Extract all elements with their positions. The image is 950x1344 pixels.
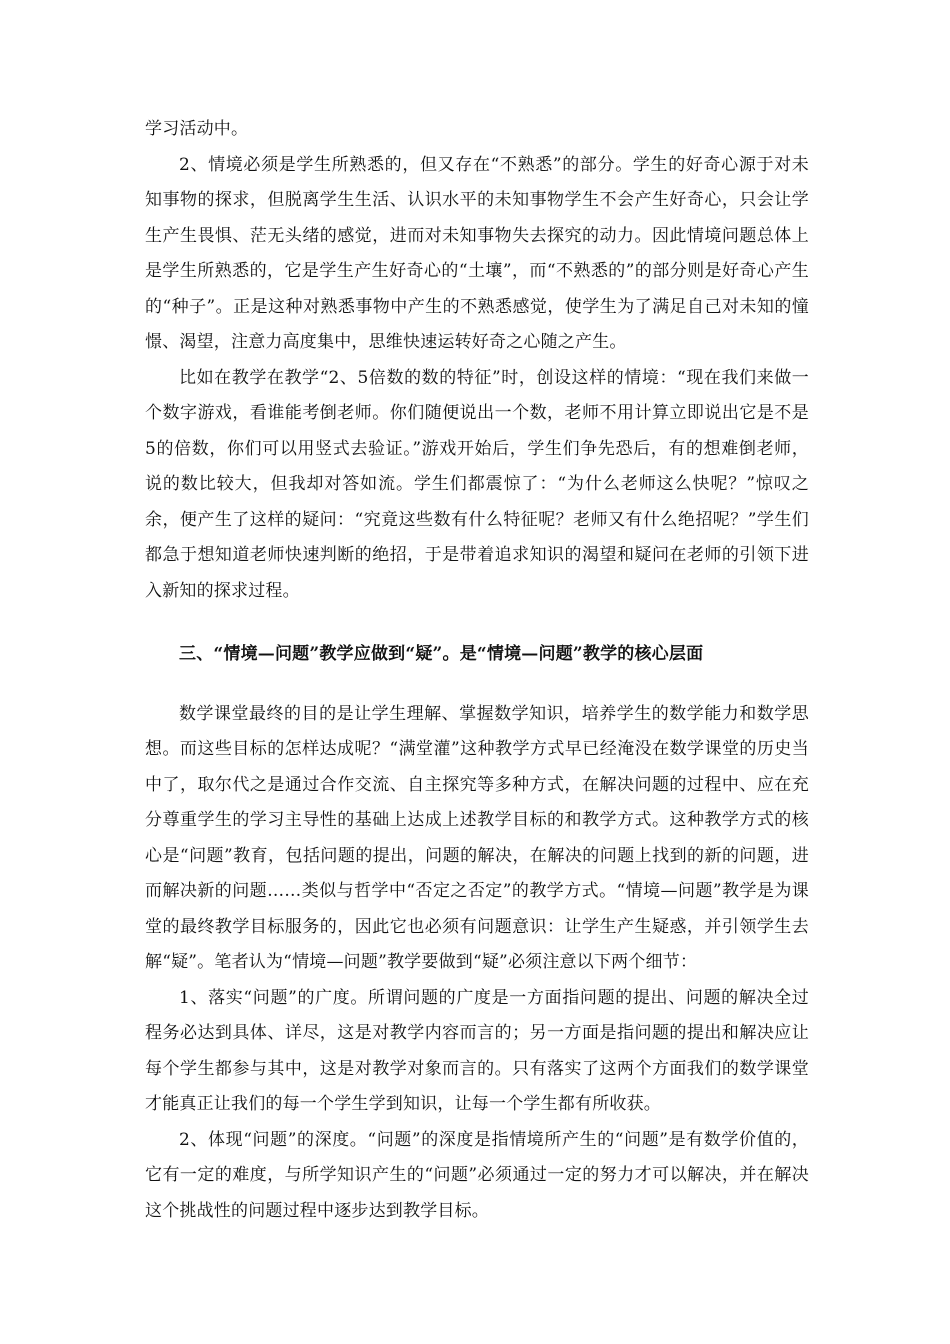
document-page <box>145 112 809 1229</box>
paragraph-familiarity: 2、情境必须是学生所熟悉的，但又存在“不熟悉”的部分。学生的好奇心源于对未知事物的探求，但脱离学生生活、认识水平的未知事物学生不会产生好奇心，只会让学生产生畏惧、茫无头绪的感觉，进而对未知事物失去探究的动力。因此情境问题总体上是学生所熟悉的，它是学生产生好奇心的“土壤”，而“不熟悉的”的部分则是好奇心产生的“种子”。正是这种对熟悉事物中产生的不熟悉感觉，使学生为了满足自己对未知的憧憬、渴望，注意力高度集中，思维快速运转好奇之心随之产生。 <box>145 154 809 352</box>
paragraph-depth: 2、体现“问题”的深度。“问题”的深度是指情境所产生的“问题”是有数学价值的，它有一定的难度，与所学知识产生的“问题”必须通过一定的努力才可以解决，并在解决这个挑战性的问题过程中逐步达到教学目标。 <box>145 1129 809 1221</box>
paragraph-example: 比如在教学在教学“2、5倍数的数的特征”时，创设这样的情境：“现在我们来做一个数字游戏，看谁能考倒老师。你们随便说出一个数，老师不用计算立即说出它是不是5的倍数，你们可以用竖式去验证。”游戏开始后，学生们争先恐后，有的想难倒老师，说的数比较大，但我却对答如流。学生们都震惊了：“为什么老师这么快呢？”惊叹之余，便产生了这样的疑问：“究竟这些数有什么特征呢？老师又有什么绝招呢？”学生们都急于想知道老师快速判断的绝招，于是带着追求知识的渴望和疑问在老师的引领下进入新知的探求过程。 <box>145 367 809 601</box>
paragraph-breadth: 1、落实“问题”的广度。所谓问题的广度是一方面指问题的提出、问题的解决全过程务必达到具体、详尽，这是对教学内容而言的；另一方面是指问题的提出和解决应让每个学生都参与其中，这是对教学对象而言的。只有落实了这两个方面我们的数学课堂才能真正让我们的每一个学生学到知识，让每一个学生都有所收获。 <box>145 987 809 1114</box>
section-heading: 三、“情境—问题”教学应做到“疑”。是“情境—问题”教学的核心层面 <box>179 644 704 664</box>
paragraph-continuation: 学习活动中。 <box>145 119 249 139</box>
paragraph-goal: 数学课堂最终的目的是让学生理解、掌握数学知识，培养学生的数学能力和数学思想。而这些目标的怎样达成呢？“满堂灌”这种教学方式早已经淹没在数学课堂的历史当中了，取尔代之是通过合作交流、自主探究等多种方式，在解决问题的过程中、应在充分尊重学生的学习主导性的基础上达成上述教学目标的和教学方式。这种教学方式的核心是“问题”教育，包括问题的提出，问题的解决，在解决的问题上找到的新的问题，进而解决新的问题……类似与哲学中“否定之否定”的教学方式。“情境—问题”教学是为课堂的最终教学目标服务的，因此它也必须有问题意识：让学生产生疑惑，并引领学生去解“疑”。笔者认为“情境—问题”教学要做到“疑”必须注意以下两个细节： <box>145 703 809 972</box>
